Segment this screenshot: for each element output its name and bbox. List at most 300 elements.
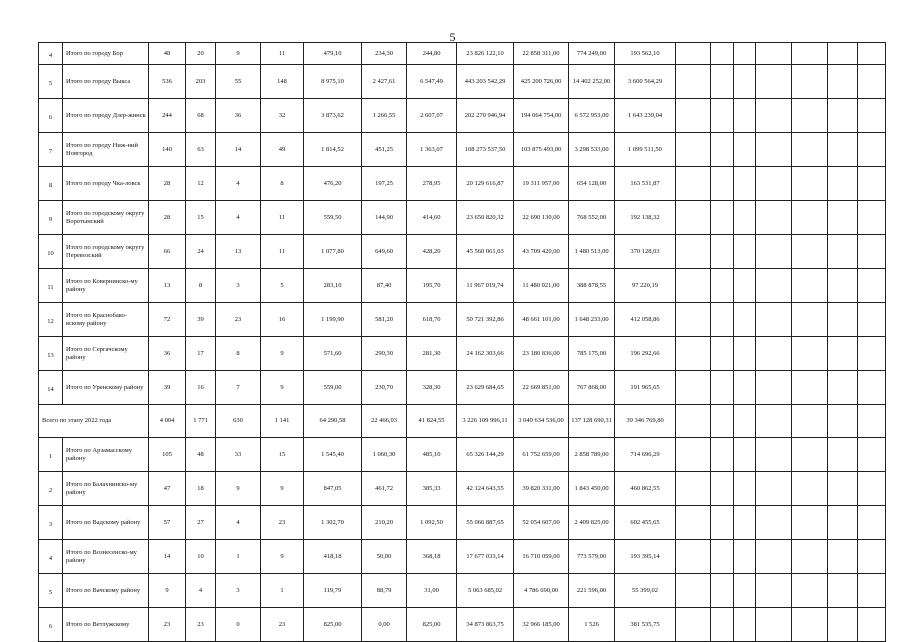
cell-c7: 825,00 <box>407 608 457 642</box>
cell-c4: 11 <box>261 235 304 269</box>
empty-cell <box>756 235 792 269</box>
cell-c11: 192 138,32 <box>615 201 676 235</box>
empty-cell <box>792 269 828 303</box>
cell-c4: 148 <box>261 65 304 99</box>
empty-cell <box>676 405 711 438</box>
cell-c10: 3 298 533,00 <box>569 133 615 167</box>
cell-c1: 72 <box>149 303 186 337</box>
empty-cell <box>792 438 828 472</box>
cell-c1: 13 <box>149 269 186 303</box>
cell-c10: 773 579,00 <box>569 540 615 574</box>
row-number: 11 <box>39 269 63 303</box>
empty-cell <box>858 43 886 65</box>
empty-cell <box>734 167 756 201</box>
cell-c8: 23 629 684,65 <box>457 371 514 405</box>
cell-c7: 41 824,55 <box>407 405 457 438</box>
cell-c9: 22 690 130,00 <box>514 201 569 235</box>
cell-c4: 49 <box>261 133 304 167</box>
cell-c6: 461,72 <box>362 472 407 506</box>
empty-cell <box>858 133 886 167</box>
table-row <box>39 201 886 235</box>
cell-c9: 61 752 659,00 <box>514 438 569 472</box>
empty-cell <box>676 269 711 303</box>
cell-c1: 66 <box>149 235 186 269</box>
cell-c6: 87,40 <box>362 269 407 303</box>
cell-c5: 64 290,58 <box>304 405 362 438</box>
cell-c5: 8 975,10 <box>304 65 362 99</box>
cell-c11: 196 292,66 <box>615 337 676 371</box>
cell-c8: 50 721 392,86 <box>457 303 514 337</box>
empty-cell <box>756 99 792 133</box>
cell-c8: 443 203 542,29 <box>457 65 514 99</box>
cell-c8: 20 129 616,87 <box>457 167 514 201</box>
cell-c2: 203 <box>186 65 216 99</box>
cell-c6: 197,25 <box>362 167 407 201</box>
cell-c2: 27 <box>186 506 216 540</box>
housing-register-table <box>38 42 886 642</box>
empty-cell <box>676 337 711 371</box>
empty-cell <box>711 574 734 608</box>
empty-cell <box>676 574 711 608</box>
cell-c5: 559,00 <box>304 371 362 405</box>
cell-c3: 23 <box>216 303 261 337</box>
empty-cell <box>676 201 711 235</box>
empty-cell <box>792 371 828 405</box>
cell-c9: 19 311 957,00 <box>514 167 569 201</box>
cell-c5: 559,50 <box>304 201 362 235</box>
empty-cell <box>792 574 828 608</box>
cell-c10: 1 843 450,00 <box>569 472 615 506</box>
row-name: Итого по городу Бор <box>63 43 149 65</box>
cell-c8: 108 273 537,50 <box>457 133 514 167</box>
cell-c11: 97 220,19 <box>615 269 676 303</box>
cell-c7: 485,10 <box>407 438 457 472</box>
empty-cell <box>858 506 886 540</box>
empty-cell <box>734 438 756 472</box>
cell-c2: 15 <box>186 201 216 235</box>
row-name: Итого по городскому округу Воротынский <box>63 201 149 235</box>
row-name: Итого по Уренскому району <box>63 371 149 405</box>
row-number: 4 <box>39 540 63 574</box>
row-number: 13 <box>39 337 63 371</box>
cell-c1: 4 004 <box>149 405 186 438</box>
cell-c2: 4 <box>186 574 216 608</box>
cell-c11: 602 455,65 <box>615 506 676 540</box>
empty-cell <box>734 574 756 608</box>
cell-c11: 381 535,75 <box>615 608 676 642</box>
cell-c2: 20 <box>186 43 216 65</box>
empty-cell <box>756 506 792 540</box>
total-row <box>39 405 886 438</box>
cell-c6: 2 427,61 <box>362 65 407 99</box>
empty-cell <box>676 43 711 65</box>
row-name: Итого по Вачскому району <box>63 574 149 608</box>
cell-c3: 1 <box>216 540 261 574</box>
cell-c9: 23 180 836,00 <box>514 337 569 371</box>
empty-cell <box>711 99 734 133</box>
cell-c1: 23 <box>149 608 186 642</box>
cell-c10: 654 128,00 <box>569 167 615 201</box>
cell-c9: 52 054 607,00 <box>514 506 569 540</box>
cell-c9: 32 966 185,00 <box>514 608 569 642</box>
empty-cell <box>676 438 711 472</box>
cell-c1: 105 <box>149 438 186 472</box>
empty-cell <box>792 337 828 371</box>
row-name: Итого по Краснобако-вскому району <box>63 303 149 337</box>
cell-c8: 11 967 019,74 <box>457 269 514 303</box>
table-body <box>39 43 886 642</box>
cell-c1: 9 <box>149 574 186 608</box>
cell-c7: 428,20 <box>407 235 457 269</box>
row-number: 4 <box>39 43 63 65</box>
empty-cell <box>711 201 734 235</box>
empty-cell <box>676 506 711 540</box>
table-row <box>39 303 886 337</box>
empty-cell <box>858 438 886 472</box>
empty-cell <box>734 506 756 540</box>
cell-c6: 0,00 <box>362 608 407 642</box>
cell-c1: 14 <box>149 540 186 574</box>
empty-cell <box>711 235 734 269</box>
cell-c10: 2 409 825,00 <box>569 506 615 540</box>
cell-c4: 9 <box>261 337 304 371</box>
cell-c6: 144,90 <box>362 201 407 235</box>
table-row <box>39 43 886 65</box>
empty-cell <box>858 99 886 133</box>
table-row <box>39 337 886 371</box>
cell-c2: 23 <box>186 608 216 642</box>
cell-c11: 412 058,86 <box>615 303 676 337</box>
cell-c11: 1 643 239,04 <box>615 99 676 133</box>
total-label: Всего по этапу 2022 года <box>39 405 149 438</box>
empty-cell <box>756 65 792 99</box>
empty-cell <box>676 540 711 574</box>
table-row <box>39 438 886 472</box>
empty-cell <box>828 167 858 201</box>
cell-c6: 230,70 <box>362 371 407 405</box>
cell-c10: 1 648 233,00 <box>569 303 615 337</box>
row-number: 5 <box>39 574 63 608</box>
cell-c3: 3 <box>216 574 261 608</box>
empty-cell <box>711 371 734 405</box>
cell-c3: 4 <box>216 506 261 540</box>
cell-c10: 785 175,00 <box>569 337 615 371</box>
empty-cell <box>676 65 711 99</box>
cell-c8: 17 677 033,14 <box>457 540 514 574</box>
cell-c6: 451,25 <box>362 133 407 167</box>
cell-c9: 16 710 059,00 <box>514 540 569 574</box>
cell-c6: 88,79 <box>362 574 407 608</box>
cell-c7: 328,30 <box>407 371 457 405</box>
row-name: Итого по городу Дзер-жинск <box>63 99 149 133</box>
cell-c5: 847,05 <box>304 472 362 506</box>
empty-cell <box>858 303 886 337</box>
cell-c8: 202 270 946,94 <box>457 99 514 133</box>
empty-cell <box>756 438 792 472</box>
row-number: 9 <box>39 201 63 235</box>
cell-c6: 1 266,55 <box>362 99 407 133</box>
empty-cell <box>792 506 828 540</box>
table-row <box>39 99 886 133</box>
empty-cell <box>676 472 711 506</box>
empty-cell <box>756 201 792 235</box>
cell-c3: 9 <box>216 43 261 65</box>
empty-cell <box>711 608 734 642</box>
empty-cell <box>828 43 858 65</box>
empty-cell <box>792 608 828 642</box>
empty-cell <box>792 43 828 65</box>
cell-c3: 4 <box>216 167 261 201</box>
cell-c6: 1 060,30 <box>362 438 407 472</box>
cell-c4: 5 <box>261 269 304 303</box>
empty-cell <box>858 371 886 405</box>
empty-cell <box>792 133 828 167</box>
row-name: Итого по городу Ниж-ний Новгород <box>63 133 149 167</box>
empty-cell <box>792 235 828 269</box>
cell-c9: 48 661 101,00 <box>514 303 569 337</box>
cell-c10: 1 480 513,00 <box>569 235 615 269</box>
empty-cell <box>828 506 858 540</box>
empty-cell <box>828 405 858 438</box>
empty-cell <box>756 167 792 201</box>
cell-c3: 55 <box>216 65 261 99</box>
empty-cell <box>734 540 756 574</box>
cell-c2: 39 <box>186 303 216 337</box>
cell-c9: 43 709 420,00 <box>514 235 569 269</box>
cell-c10: 14 402 252,00 <box>569 65 615 99</box>
cell-c3: 4 <box>216 201 261 235</box>
cell-c8: 34 873 863,75 <box>457 608 514 642</box>
row-name: Итого по городу Чка-ловск <box>63 167 149 201</box>
empty-cell <box>858 540 886 574</box>
cell-c11: 55 399,02 <box>615 574 676 608</box>
cell-c3: 13 <box>216 235 261 269</box>
row-number: 7 <box>39 133 63 167</box>
empty-cell <box>734 235 756 269</box>
cell-c9: 425 200 726,00 <box>514 65 569 99</box>
row-number: 3 <box>39 506 63 540</box>
cell-c9: 3 049 634 536,00 <box>514 405 569 438</box>
cell-c11: 714 696,29 <box>615 438 676 472</box>
cell-c1: 36 <box>149 337 186 371</box>
cell-c11: 460 862,55 <box>615 472 676 506</box>
empty-cell <box>828 574 858 608</box>
row-number: 14 <box>39 371 63 405</box>
empty-cell <box>792 405 828 438</box>
empty-cell <box>756 540 792 574</box>
empty-cell <box>734 337 756 371</box>
empty-cell <box>858 472 886 506</box>
cell-c5: 418,18 <box>304 540 362 574</box>
cell-c6: 581,20 <box>362 303 407 337</box>
empty-cell <box>676 235 711 269</box>
cell-c2: 17 <box>186 337 216 371</box>
cell-c3: 36 <box>216 99 261 133</box>
cell-c8: 23 650 820,32 <box>457 201 514 235</box>
empty-cell <box>858 201 886 235</box>
cell-c8: 23 826 122,10 <box>457 43 514 65</box>
cell-c1: 57 <box>149 506 186 540</box>
cell-c4: 23 <box>261 506 304 540</box>
cell-c7: 2 607,07 <box>407 99 457 133</box>
row-number: 1 <box>39 438 63 472</box>
empty-cell <box>711 43 734 65</box>
empty-cell <box>756 337 792 371</box>
cell-c11: 193 562,10 <box>615 43 676 65</box>
empty-cell <box>756 303 792 337</box>
cell-c9: 194 064 754,00 <box>514 99 569 133</box>
cell-c5: 1 302,70 <box>304 506 362 540</box>
cell-c7: 278,95 <box>407 167 457 201</box>
empty-cell <box>828 201 858 235</box>
empty-cell <box>711 438 734 472</box>
empty-cell <box>756 43 792 65</box>
cell-c2: 16 <box>186 371 216 405</box>
empty-cell <box>828 133 858 167</box>
cell-c11: 163 531,87 <box>615 167 676 201</box>
cell-c3: 9 <box>216 472 261 506</box>
cell-c3: 3 <box>216 269 261 303</box>
cell-c8: 5 063 685,02 <box>457 574 514 608</box>
cell-c4: 32 <box>261 99 304 133</box>
cell-c4: 23 <box>261 608 304 642</box>
empty-cell <box>792 472 828 506</box>
cell-c8: 42 124 643,55 <box>457 472 514 506</box>
cell-c4: 15 <box>261 438 304 472</box>
empty-cell <box>792 540 828 574</box>
row-number: 12 <box>39 303 63 337</box>
cell-c2: 12 <box>186 167 216 201</box>
empty-cell <box>858 405 886 438</box>
empty-cell <box>734 99 756 133</box>
empty-cell <box>858 574 886 608</box>
cell-c3: 33 <box>216 438 261 472</box>
cell-c9: 4 786 690,00 <box>514 574 569 608</box>
cell-c4: 1 <box>261 574 304 608</box>
empty-cell <box>676 303 711 337</box>
table-row <box>39 506 886 540</box>
row-name: Итого по Вадскому району <box>63 506 149 540</box>
cell-c7: 31,00 <box>407 574 457 608</box>
cell-c11: 191 965,65 <box>615 371 676 405</box>
empty-cell <box>734 405 756 438</box>
cell-c4: 1 141 <box>261 405 304 438</box>
empty-cell <box>711 540 734 574</box>
empty-cell <box>711 167 734 201</box>
empty-cell <box>828 371 858 405</box>
empty-cell <box>828 99 858 133</box>
empty-cell <box>676 167 711 201</box>
table-row <box>39 574 886 608</box>
cell-c5: 825,00 <box>304 608 362 642</box>
cell-c7: 385,33 <box>407 472 457 506</box>
empty-cell <box>711 269 734 303</box>
cell-c4: 11 <box>261 43 304 65</box>
empty-cell <box>858 65 886 99</box>
table-row <box>39 133 886 167</box>
cell-c10: 768 552,00 <box>569 201 615 235</box>
cell-c4: 16 <box>261 303 304 337</box>
row-name: Итого по Ковернинско-му району <box>63 269 149 303</box>
empty-cell <box>792 303 828 337</box>
table-row <box>39 608 886 642</box>
cell-c5: 283,10 <box>304 269 362 303</box>
empty-cell <box>711 303 734 337</box>
row-number: 10 <box>39 235 63 269</box>
cell-c7: 368,18 <box>407 540 457 574</box>
cell-c8: 45 560 061,03 <box>457 235 514 269</box>
cell-c1: 28 <box>149 201 186 235</box>
cell-c7: 1 363,07 <box>407 133 457 167</box>
cell-c11: 370 128,03 <box>615 235 676 269</box>
cell-c2: 1 771 <box>186 405 216 438</box>
empty-cell <box>858 235 886 269</box>
cell-c7: 618,70 <box>407 303 457 337</box>
empty-cell <box>756 405 792 438</box>
empty-cell <box>828 303 858 337</box>
cell-c11: 1 099 511,50 <box>615 133 676 167</box>
cell-c8: 65 326 144,29 <box>457 438 514 472</box>
cell-c1: 28 <box>149 167 186 201</box>
empty-cell <box>756 269 792 303</box>
cell-c11: 193 395,14 <box>615 540 676 574</box>
cell-c1: 48 <box>149 43 186 65</box>
cell-c5: 571,60 <box>304 337 362 371</box>
empty-cell <box>792 167 828 201</box>
empty-cell <box>734 472 756 506</box>
cell-c6: 22 466,03 <box>362 405 407 438</box>
cell-c5: 1 545,40 <box>304 438 362 472</box>
cell-c4: 9 <box>261 472 304 506</box>
cell-c10: 221 596,00 <box>569 574 615 608</box>
cell-c2: 24 <box>186 235 216 269</box>
cell-c5: 3 873,62 <box>304 99 362 133</box>
cell-c4: 9 <box>261 371 304 405</box>
cell-c1: 47 <box>149 472 186 506</box>
row-number: 5 <box>39 65 63 99</box>
cell-c1: 39 <box>149 371 186 405</box>
cell-c10: 1 526 <box>569 608 615 642</box>
empty-cell <box>734 269 756 303</box>
cell-c4: 9 <box>261 540 304 574</box>
empty-cell <box>756 574 792 608</box>
cell-c8: 3 226 109 996,11 <box>457 405 514 438</box>
empty-cell <box>792 99 828 133</box>
cell-c9: 22 669 851,00 <box>514 371 569 405</box>
table-row <box>39 65 886 99</box>
row-name: Итого по Вознесенско-му району <box>63 540 149 574</box>
cell-c7: 1 092,50 <box>407 506 457 540</box>
cell-c2: 68 <box>186 99 216 133</box>
row-name: Итого по Балахнинско-му району <box>63 472 149 506</box>
empty-cell <box>734 201 756 235</box>
cell-c10: 6 572 953,00 <box>569 99 615 133</box>
cell-c6: 210,20 <box>362 506 407 540</box>
cell-c2: 8 <box>186 269 216 303</box>
empty-cell <box>711 65 734 99</box>
row-name: Итого по городу Выкса <box>63 65 149 99</box>
cell-c10: 137 128 690,31 <box>569 405 615 438</box>
table-row <box>39 472 886 506</box>
cell-c5: 1 199,90 <box>304 303 362 337</box>
empty-cell <box>828 269 858 303</box>
empty-cell <box>676 133 711 167</box>
cell-c7: 195,70 <box>407 269 457 303</box>
empty-cell <box>792 65 828 99</box>
table-row <box>39 540 886 574</box>
page-number: 5 <box>449 30 456 44</box>
empty-cell <box>676 371 711 405</box>
